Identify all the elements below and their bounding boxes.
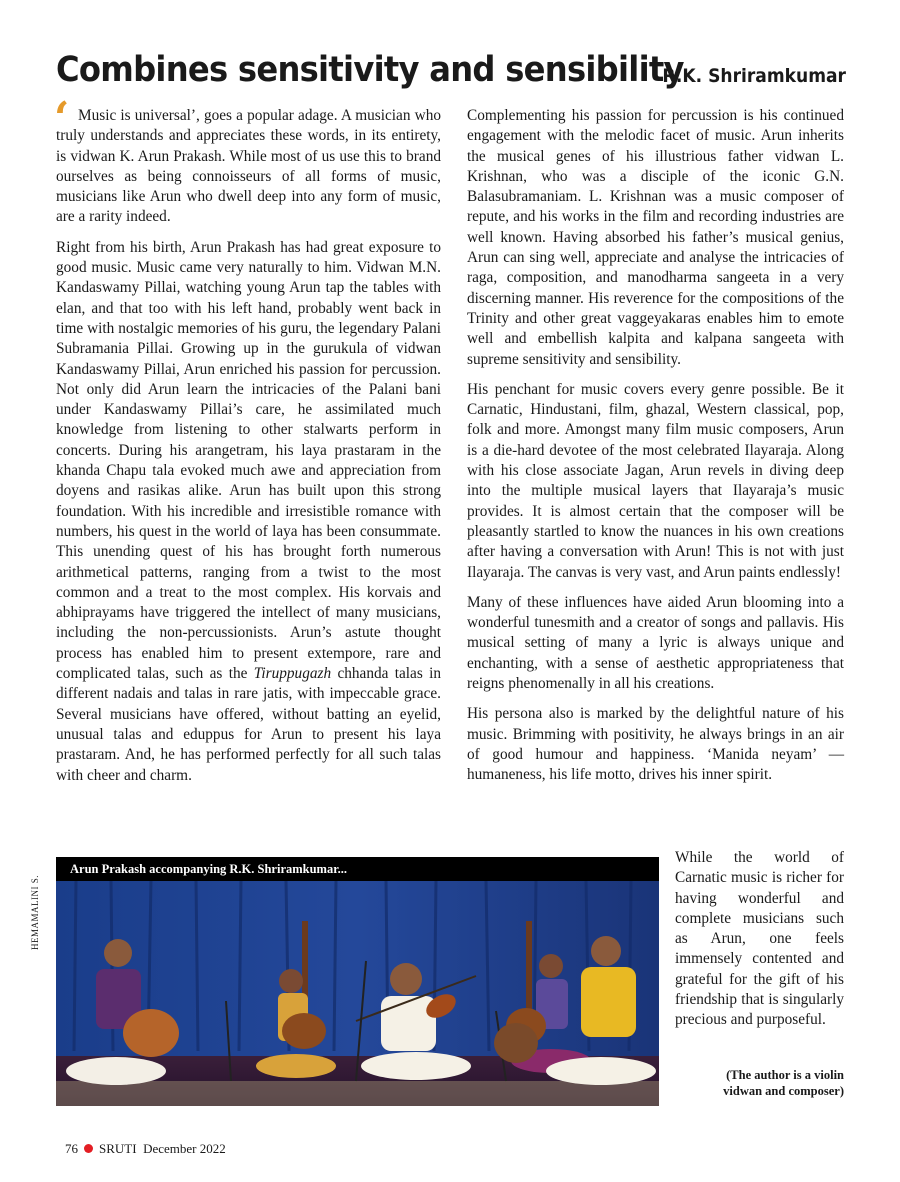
left-paragraph-2: [56, 238, 441, 786]
author-note-line-1: (The author is a violin: [726, 1068, 844, 1082]
article-title: Combines sensitivity and sensibility: [56, 50, 684, 90]
right-paragraph-2: His penchant for music covers every genre possible. Be it Carnatic, Hindustani, film, ghazal, Western classical, pop, folk and more. Amongst many film music composers, Arun is a die-hard devotee of the most celebrated Ilayaraja. Along with his close associate Jagan, Arun revels in diving deep into the multiple musical layers that Ilayaraja’s music provides. It is almost certain that the composer will be pleasantly startled to know the nuances in his own creations after having a conversation with Arun! This is not with just Ilayaraja. The canvas is very vast, and Arun paints endlessly!: [467, 380, 844, 581]
red-dot-icon: [84, 1144, 93, 1153]
issue-date: December 2022: [143, 1141, 226, 1156]
right-paragraph-1: Complementing his passion for percussion is his continued engagement with the melodic facet of music. Arun inherits the musical genes of his illustrious father vidwan L. Krishnan, who was a disciple of the iconic G.N. Balasubramaniam. L. Krishnan was a music composer of repute, and his works in the film and recording industries are well known. Having absorbed his father’s musical genius, Arun can sing well, appreciate and analyse the intricacies of raga, composition, and manodharma sangeeta in a very discerning manner. His reverence for the compositions of the Trinity and other great vaggeyakaras enables him to emote well and embellish kalpita and kalpana sangeeta with supreme sensitivity and sensibility.: [467, 107, 844, 368]
tiruppugazh-term: Tiruppugazh: [253, 665, 332, 683]
left-paragraph-1: Music is universal’, goes a popular adage. A musician who truly understands and appreciates these words, in its entirety, is vidwan K. Arun Prakash. While most of us use this to brand ourselves as being connoisseurs of all forms of music, musicians like Arun who dwell deep into any form of music, are a rarity indeed.: [56, 107, 441, 226]
concert-photo: [56, 881, 659, 1106]
photo-credit: HEMAMALINI S.: [30, 875, 40, 950]
page-number: 76: [65, 1141, 78, 1156]
author-note-line-2: vidwan and composer): [723, 1084, 844, 1098]
publication-name: SRUTI: [99, 1141, 137, 1156]
opening-quote-icon: ‘: [54, 93, 70, 144]
photo-caption: Arun Prakash accompanying R.K. Shriramkumar...: [70, 862, 347, 876]
right-paragraph-3: Many of these influences have aided Arun blooming into a wonderful tunesmith and a creator of songs and pallavis. His musical setting of many a lyric is always unique and enchanting, with a sense of aesthetic appropriateness that reigns phenomenally in all his creations.: [467, 593, 844, 693]
caption-bar: [56, 857, 659, 881]
concert-photo-block: [56, 857, 659, 1106]
left-paragraph-2-part-b: chhanda talas in different nadais and talas in rare jatis, with impeccable grace. Several musicians have offered, without batting an eyelid, unusual talas and eduppus for Arun to present his laya prastaram. And, he has performed perfectly for all such talas with cheer and charm.: [56, 665, 442, 784]
author-byline: R.K. Shriramkumar: [662, 65, 846, 87]
right-paragraph-4: His persona also is marked by the delightful nature of his music. Brimming with positivity, he always brings in an air of good humour and happiness. ‘Manida neyam’ —humaneness, his life motto, drives his inner spirit.: [467, 705, 844, 784]
right-column: [467, 106, 844, 786]
left-paragraph-2-part-a: Right from his birth, Arun Prakash has had great exposure to good music. Music came very naturally to him. Vidwan M.N. Kandaswamy Pillai, watching young Arun tap the tables with elan, and that too with his left hand, probably went back in time with nostalgic memories of his guru, the legendary Palani Subramania Pillai. Growing up in the gurukula of vidwan Kandaswamy Pillai, Arun enriched his passion for percussion. Not only did Arun learn the intricacies of the Palani bani under Kandaswamy Pillai’s care, he assimilated much knowledge from listening to other stalwarts perform in concerts. During his arangetram, his laya prastaram in the khanda Chapu tala evoked much awe and appreciation from doyens and rasikas alike. Arun has built upon this strong foundation. With his incredible and irresistible romance with numbers, his quest in the world of laya has been consummate. This unending quest of his has brought forth numerous arithmetical patterns, ranging from a twist to the most common and a treat to the most complex. His korvais and abhiprayams have triggered the intellect of many musicians, including the non-percussionists. Arun’s astute thought process has enabled him to present extempore, rare and complicated talas, such as the: [56, 238, 441, 683]
left-column: [54, 93, 442, 796]
wrapped-paragraph: [675, 848, 844, 1031]
right-paragraph-4-continued: While the world of Carnatic music is richer for having wonderful and complete musicians such as Arun, one feels immensely contented and grateful for the gift of his friendship that is singularly precious and purposeful.: [675, 849, 844, 1029]
page-footer: [65, 1141, 226, 1157]
